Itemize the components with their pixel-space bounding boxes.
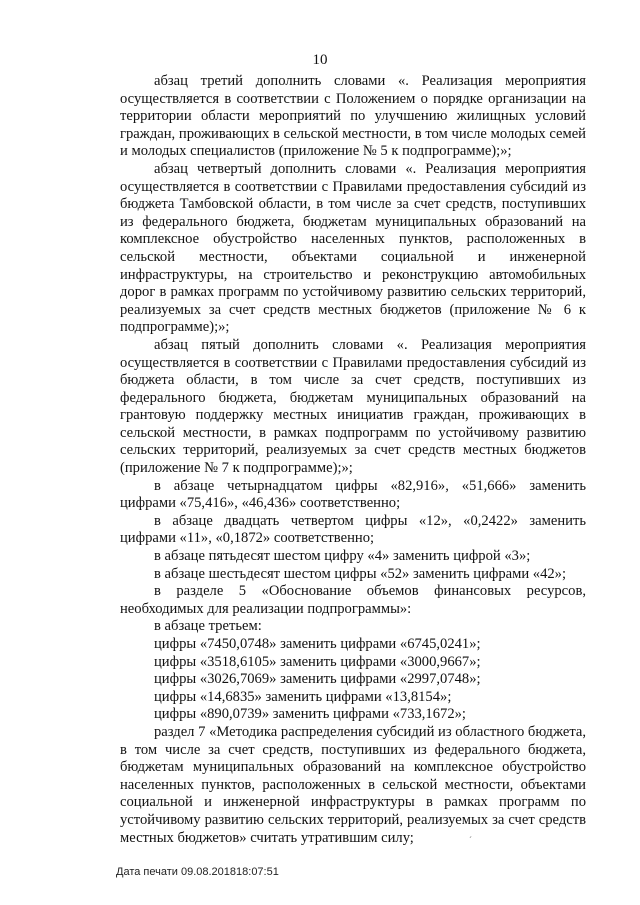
list-item: цифры «3026,7069» заменить цифрами «2997,0748»; <box>154 671 481 688</box>
paragraph-abzac-24: в абзаце двадцать четвертом цифры «12», «0,2422» заменить цифрами «11», «0,1872» соответственно; <box>120 512 586 547</box>
paragraph-razdel-5: в разделе 5 «Обоснование объемов финансовых ресурсов, необходимых для реализации подпрограммы»: <box>120 583 586 617</box>
paragraph-abzac-56: в абзаце пятьдесят шестом цифру «4» заменить цифрой «3»; <box>154 548 531 565</box>
paragraph-abzac-tretiem: в абзаце третьем: <box>154 618 262 635</box>
paragraph-abzac-chetvertyy: абзац четвертый дополнить словами «. Реализация мероприятия осуществляется в соответствии с Правилами предоставления субсидий из бюджета Тамбовской области, в том числе за счет средств, поступивших из федерального бюджета, бюджетам муниципальных образований на комплексное обустройство населенных пунктов, расположенных в сельской местности, объектами социальной и инженерной инфраструктуры, на строительство и реконструкцию автомобильных дорог в рамках программ по устойчивому развитию сельских территорий, реализуемых за счет средств местных бюджетов (приложение № 6 к подпрограмме);»; <box>120 160 586 336</box>
print-date-footer: Дата печати 09.08.201818:07:51 <box>116 866 279 878</box>
list-item: цифры «3518,6105» заменить цифрами «3000,9667»; <box>154 653 481 670</box>
paragraph-razdel-7: раздел 7 «Методика распределения субсидий из областного бюджета, в том числе за счет средств, поступивших из федерального бюджета, бюджетам муниципальных образований на комплексное обустройство населенных пунктов, расположенных в сельской местности, объектами социальной и инженерной инфраструктуры в рамках программ по устойчивому развитию сельских территорий, реализуемых за счет средств местных бюджетов» считать утратившим силу; <box>120 723 586 846</box>
list-item: цифры «7450,0748» заменить цифрами «6745,0241»; <box>154 636 481 652</box>
list-item: цифры «890,0739» заменить цифрами «733,1672»; <box>154 706 466 723</box>
page-number: 10 <box>312 52 328 68</box>
list-item: цифры «14,6835» заменить цифрами «13,8154»; <box>154 688 452 705</box>
paragraph-abzac-14: в абзаце четырнадцатом цифры «82,916», «51,666» заменить цифрами «75,416», «46,436» соответственно; <box>120 477 586 512</box>
scan-mark: ´ <box>469 835 472 845</box>
paragraph-abzac-pyatyy: абзац пятый дополнить словами «. Реализация мероприятия осуществляется в соответствии с Правилами предоставления субсидий из бюджета области, в том числе за счет средств, поступивших из федерального бюджета, бюджетам муниципальных образований на грантовую поддержку местных инициатив граждан, проживающих в сельской местности, в рамках подпрограмм по устойчивому развитию сельских территорий, реализуемых за счет средств местных бюджетов (приложение № 7 к подпрограмме);»; <box>120 336 586 477</box>
paragraph-abzac-tretiy: абзац третий дополнить словами «. Реализация мероприятия осуществляется в соответствии с Положением о порядке организации на территории области мероприятий по улучшению жилищных условий граждан, проживающих в сельской местности, в том числе молодых семей и молодых специалистов (приложение № 5 к подпрограмме);»; <box>120 73 586 160</box>
document-body <box>120 73 586 847</box>
paragraph-abzac-66: в абзаце шестьдесят шестом цифры «52» заменить цифрами «42»; <box>154 565 567 582</box>
